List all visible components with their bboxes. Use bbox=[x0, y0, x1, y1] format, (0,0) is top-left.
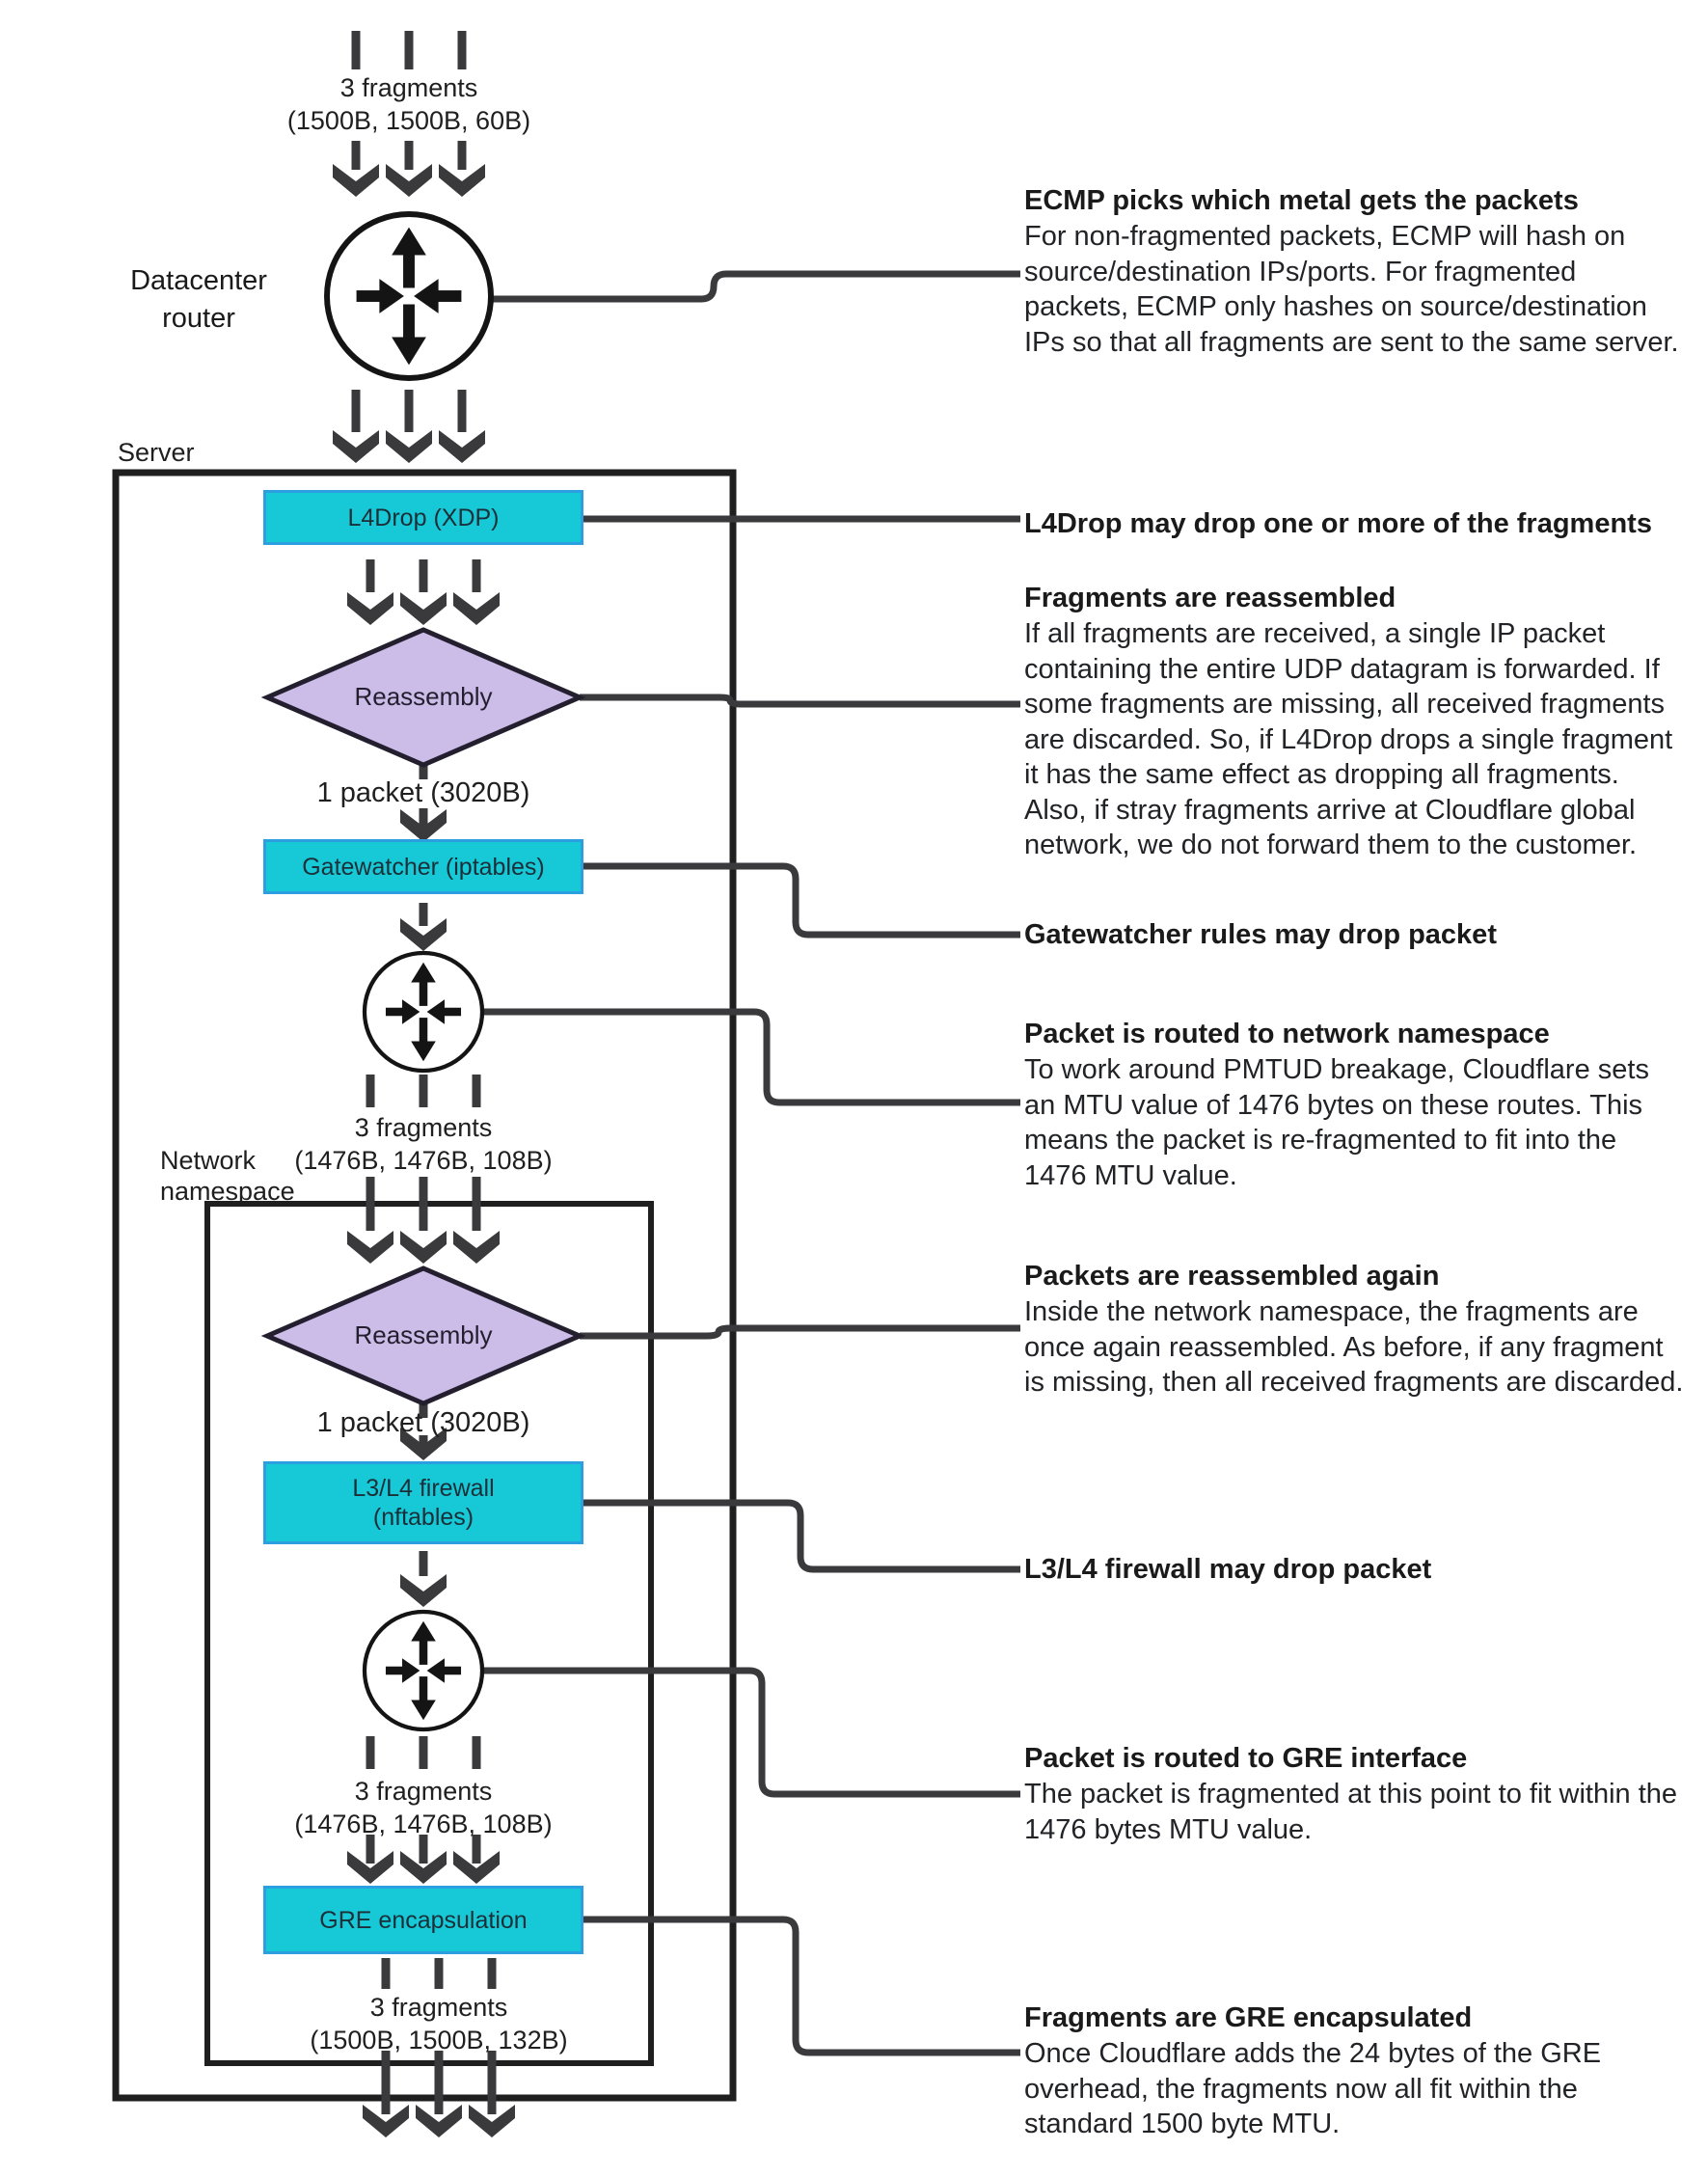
firewall-label-line2: (nftables) bbox=[372, 1504, 474, 1531]
route-icon bbox=[365, 1612, 482, 1729]
annotation-body: If all fragments are received, a single IP packet containing the entire UDP datagram is forwarded. If some fragments are missing, all received fragments are discarded. So, if L4Drop drops a single fragment it has the same effect as dropping all fragments. Also, if stray fragments arrive at Cloudflare global network, we do not forward them to the customer. bbox=[1024, 618, 1673, 860]
fragments-label-top: 3 fragments bbox=[339, 73, 478, 102]
connector-reassembly-2 bbox=[580, 1328, 1020, 1336]
connector-route-namespace bbox=[482, 1012, 1020, 1102]
annotation-title: Packets are reassembled again bbox=[1024, 1261, 1440, 1292]
firewall-label-line1: L3/L4 firewall bbox=[352, 1475, 495, 1502]
annotation-firewall bbox=[1024, 1552, 1684, 1588]
annotation-gatewatcher bbox=[1024, 917, 1684, 953]
l4drop-box bbox=[263, 490, 583, 545]
gre-box bbox=[263, 1886, 583, 1954]
packet-label-2: 1 packet (3020B) bbox=[316, 1407, 530, 1438]
reassembly-label-2: Reassembly bbox=[354, 1320, 493, 1349]
gre-label: GRE encapsulation bbox=[319, 1906, 528, 1934]
datacenter-router-label: Datacenter router bbox=[130, 265, 267, 334]
fragments-label-ns: 3 fragments bbox=[354, 1777, 493, 1806]
annotation-title: L3/L4 firewall may drop packet bbox=[1024, 1554, 1432, 1585]
datacenter-router-icon bbox=[327, 214, 491, 378]
gatewatcher-box bbox=[263, 839, 583, 894]
namespace-label-line2: namespace bbox=[160, 1177, 295, 1206]
gatewatcher-label: Gatewatcher (iptables) bbox=[302, 853, 545, 881]
annotation-gre-encapsulated bbox=[1024, 2000, 1684, 2142]
fragments-sizes-ns: (1476B, 1476B, 108B) bbox=[294, 1810, 553, 1838]
annotation-l4drop bbox=[1024, 506, 1684, 542]
server-label: Server bbox=[118, 438, 195, 467]
annotation-body: The packet is fragmented at this point to fit within the 1476 bytes MTU value. bbox=[1024, 1779, 1678, 1845]
reassembly-label-1: Reassembly bbox=[354, 682, 493, 711]
fragments-label-mid: 3 fragments bbox=[354, 1113, 493, 1142]
annotation-reassembled-again bbox=[1024, 1259, 1684, 1401]
fragments-sizes-out: (1500B, 1500B, 132B) bbox=[310, 2026, 568, 2055]
namespace-label-line1: Network bbox=[160, 1146, 257, 1175]
annotation-title: Gatewatcher rules may drop packet bbox=[1024, 919, 1497, 950]
annotation-title: L4Drop may drop one or more of the fragments bbox=[1024, 508, 1652, 539]
fragments-label-out: 3 fragments bbox=[369, 1993, 508, 2022]
firewall-box bbox=[263, 1461, 583, 1544]
packet-label-1: 1 packet (3020B) bbox=[316, 777, 530, 808]
annotation-ecmp bbox=[1024, 183, 1684, 360]
fragments-sizes-mid: (1476B, 1476B, 108B) bbox=[294, 1146, 553, 1175]
annotation-title: Packet is routed to network namespace bbox=[1024, 1019, 1550, 1049]
annotation-reassembled bbox=[1024, 581, 1684, 863]
annotation-gre-interface bbox=[1024, 1741, 1684, 1847]
annotation-title: ECMP picks which metal gets the packets bbox=[1024, 185, 1579, 216]
connector-reassembly-1 bbox=[580, 697, 1020, 704]
annotation-body: Inside the network namespace, the fragments are once again reassembled. As before, if any fragment is missing, then all received fragments are discarded. bbox=[1024, 1296, 1684, 1398]
l4drop-label: L4Drop (XDP) bbox=[347, 503, 500, 531]
annotation-title: Fragments are GRE encapsulated bbox=[1024, 2002, 1473, 2033]
annotation-body: Once Cloudflare adds the 24 bytes of the GRE overhead, the fragments now all fit within the standard 1500 byte MTU. bbox=[1024, 2038, 1602, 2139]
annotation-title: Fragments are reassembled bbox=[1024, 583, 1396, 613]
annotation-body: To work around PMTUD breakage, Cloudflare sets an MTU value of 1476 bytes on these routes. This means the packet is re-fragmented to fit into the 1476 MTU value. bbox=[1024, 1054, 1649, 1191]
annotation-routed-namespace bbox=[1024, 1017, 1684, 1193]
annotation-title: Packet is routed to GRE interface bbox=[1024, 1743, 1468, 1774]
connector-gatewatcher bbox=[583, 866, 1020, 935]
annotation-body: For non-fragmented packets, ECMP will hash on source/destination IPs/ports. For fragmented packets, ECMP only hashes on source/destination IPs so that all fragments are sent to the same server. bbox=[1024, 221, 1679, 358]
connector-ecmp bbox=[491, 274, 1020, 299]
fragments-sizes-top: (1500B, 1500B, 60B) bbox=[286, 106, 531, 135]
route-icon bbox=[365, 953, 482, 1071]
